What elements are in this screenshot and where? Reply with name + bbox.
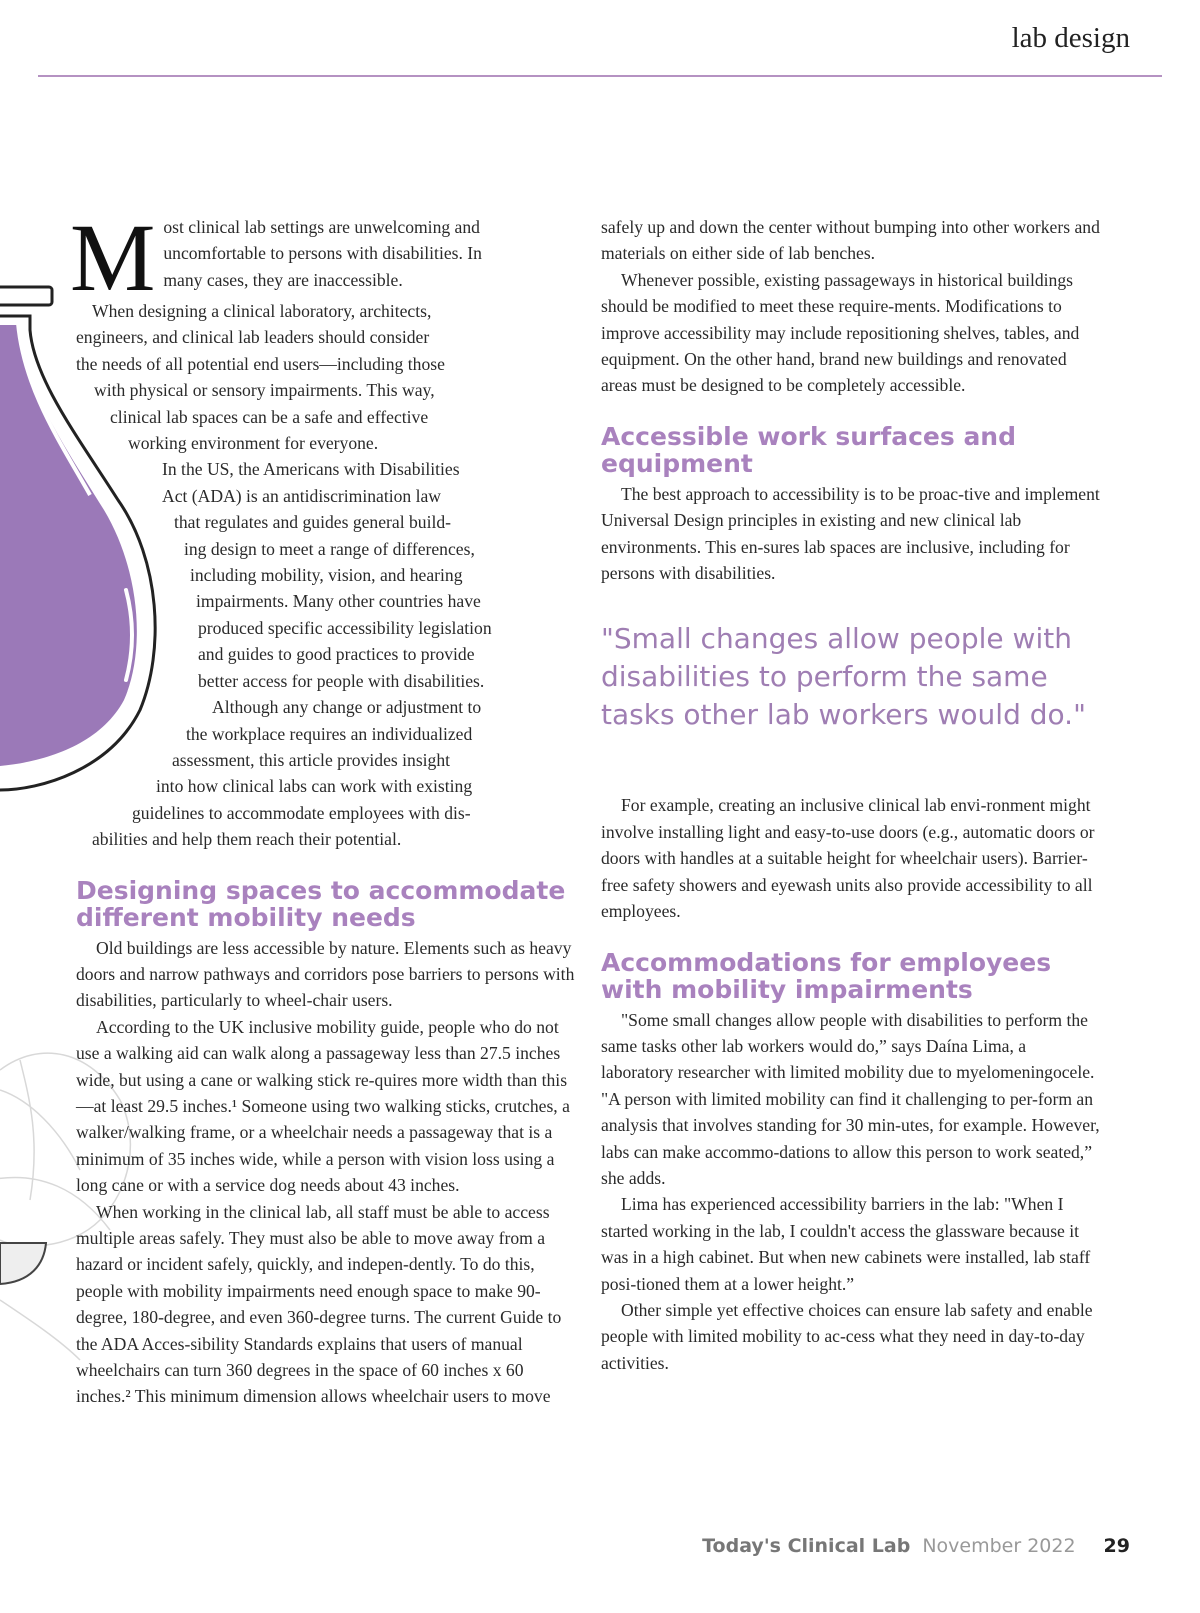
intro-line: ing design to meet a range of differences, xyxy=(184,538,475,559)
magazine-name: Today's Clinical Lab xyxy=(702,1535,911,1557)
intro-text xyxy=(76,298,576,853)
intro-line: engineers, and clinical lab leaders should consider xyxy=(76,327,430,348)
body-paragraph: Lima has experienced accessibility barriers in the lab: "When I started working in the lab, I couldn't access the glassware because it was in a high cabinet. But when new cabinets were installed, lab staff posi-tioned them at a lower height.” xyxy=(601,1194,1091,1294)
intro-line: guidelines to accommodate employees with dis- xyxy=(132,802,471,823)
intro-line: When designing a clinical laboratory, architects, xyxy=(92,301,432,321)
intro-line: that regulates and guides general build- xyxy=(174,512,452,533)
intro-line: better access for people with disabilities. xyxy=(198,670,485,691)
intro-line: produced specific accessibility legislation xyxy=(198,617,492,638)
intro-line: with physical or sensory impairments. This way, xyxy=(94,380,435,401)
section-label: lab design xyxy=(1011,22,1130,54)
body-paragraph: The best approach to accessibility is to be proac-tive and implement Universal Design principles in existing and new clinical lab environments. This en-sures lab spaces are inclusive, including for persons with disabilities. xyxy=(601,483,1100,584)
page-footer xyxy=(702,1535,1130,1557)
right-column xyxy=(601,214,1101,1376)
lead-line: uncomfortable to persons with disabilities. In xyxy=(163,243,482,264)
pull-quote: "Small changes allow people with disabilities to perform the same tasks other lab workers would do." xyxy=(601,622,1086,732)
section-heading: Accommodations for employees with mobility impairments xyxy=(601,947,1052,1004)
body-paragraph: safely up and down the center without bumping into other workers and materials on either side of lab benches. xyxy=(601,217,1100,264)
intro-line: working environment for everyone. xyxy=(128,433,379,454)
intro-line: including mobility, vision, and hearing xyxy=(190,565,463,586)
intro-line: impairments. Many other countries have xyxy=(196,591,481,612)
intro-line: In the US, the Americans with Disabilities xyxy=(162,459,460,480)
intro-line: Although any change or adjustment to xyxy=(212,697,482,718)
body-paragraph: Old buildings are less accessible by nature. Elements such as heavy doors and narrow pathways and corridors pose barriers to persons with disabilities, particularly to wheel-chair users. xyxy=(76,937,575,1011)
intro-line: Act (ADA) is an antidiscrimination law xyxy=(162,485,441,506)
intro-line: and guides to good practices to provide xyxy=(198,644,475,665)
intro-line: abilities and help them reach their potential. xyxy=(92,829,402,850)
intro-line: clinical lab spaces can be a safe and effective xyxy=(110,406,429,427)
body-paragraph: "Some small changes allow people with disabilities to perform the same tasks other lab workers would do,” says Daína Lima, a laboratory researcher with limited mobility due to myelomeningocele. "A person with limited mobility can find it challenging to per-form an analysis that involves standing for 30 min-utes, for example. However, labs can make accommo-dations to allow this person to work seated,” she adds. xyxy=(601,1009,1100,1188)
intro-line: the workplace requires an individualized xyxy=(186,723,473,744)
left-column xyxy=(70,204,576,1410)
body-paragraph: According to the UK inclusive mobility guide, people who do not use a walking aid can walk along a passageway less than 27.5 inches wide, but using a cane or walking stick re-quires more width than this—at least 29.5 inches.¹ Someone using two walking sticks, crutches, a walker/walking frame, or a wheelchair needs a passageway that is a minimum of 35 inches wide, while a person with vision loss using a long cane or with a service dog needs about 43 inches. xyxy=(76,1016,570,1196)
intro-line: into how clinical labs can work with existing xyxy=(156,776,473,797)
page-number: 29 xyxy=(1103,1535,1130,1557)
body-paragraph: Whenever possible, existing passageways in historical buildings should be modified to meet these require-ments. Modifications to improve accessibility may include repositioning shelves, tables, and equipment. On the other hand, brand new buildings and renovated areas must be designed to be completely accessible. xyxy=(601,269,1080,396)
lead-line: many cases, they are inaccessible. xyxy=(163,269,403,290)
lead-line: ost clinical lab settings are unwelcoming and xyxy=(163,217,480,237)
intro-line: the needs of all potential end users—including those xyxy=(76,353,445,374)
issue-date: November 2022 xyxy=(922,1535,1076,1557)
intro-line: assessment, this article provides insight xyxy=(172,749,451,770)
header-rule xyxy=(38,75,1162,77)
body-paragraph: For example, creating an inclusive clinical lab envi-ronment might involve installing light and easy-to-use doors (e.g., automatic doors or doors with handles at a suitable height for wheelchair users). Barrier-free safety showers and eyewash units also provide accessibility to all employees. xyxy=(601,795,1095,922)
drop-cap: M xyxy=(70,204,156,311)
body-paragraph: Other simple yet effective choices can ensure lab safety and enable people with limited mobility to ac-cess what they need in day-to-day activities. xyxy=(601,1299,1093,1373)
body-paragraph: When working in the clinical lab, all staff must be able to access multiple areas safely. They must also be able to move away from a hazard or incident safely, quickly, and indepen-dently. To do this, people with mobility impairments need enough space to make 90-degree, 180-degree, and even 360-degree turns. The current Guide to the ADA Acces-sibility Standards explains that users of manual wheelchairs can turn 360 degrees in the space of 60 inches x 60 inches.² This minimum dimension allows wheelchair users to move xyxy=(76,1201,562,1407)
section-heading: Accessible work surfaces and equipment xyxy=(601,421,1017,478)
section-heading: Designing spaces to accommodate different mobility needs xyxy=(76,875,566,932)
